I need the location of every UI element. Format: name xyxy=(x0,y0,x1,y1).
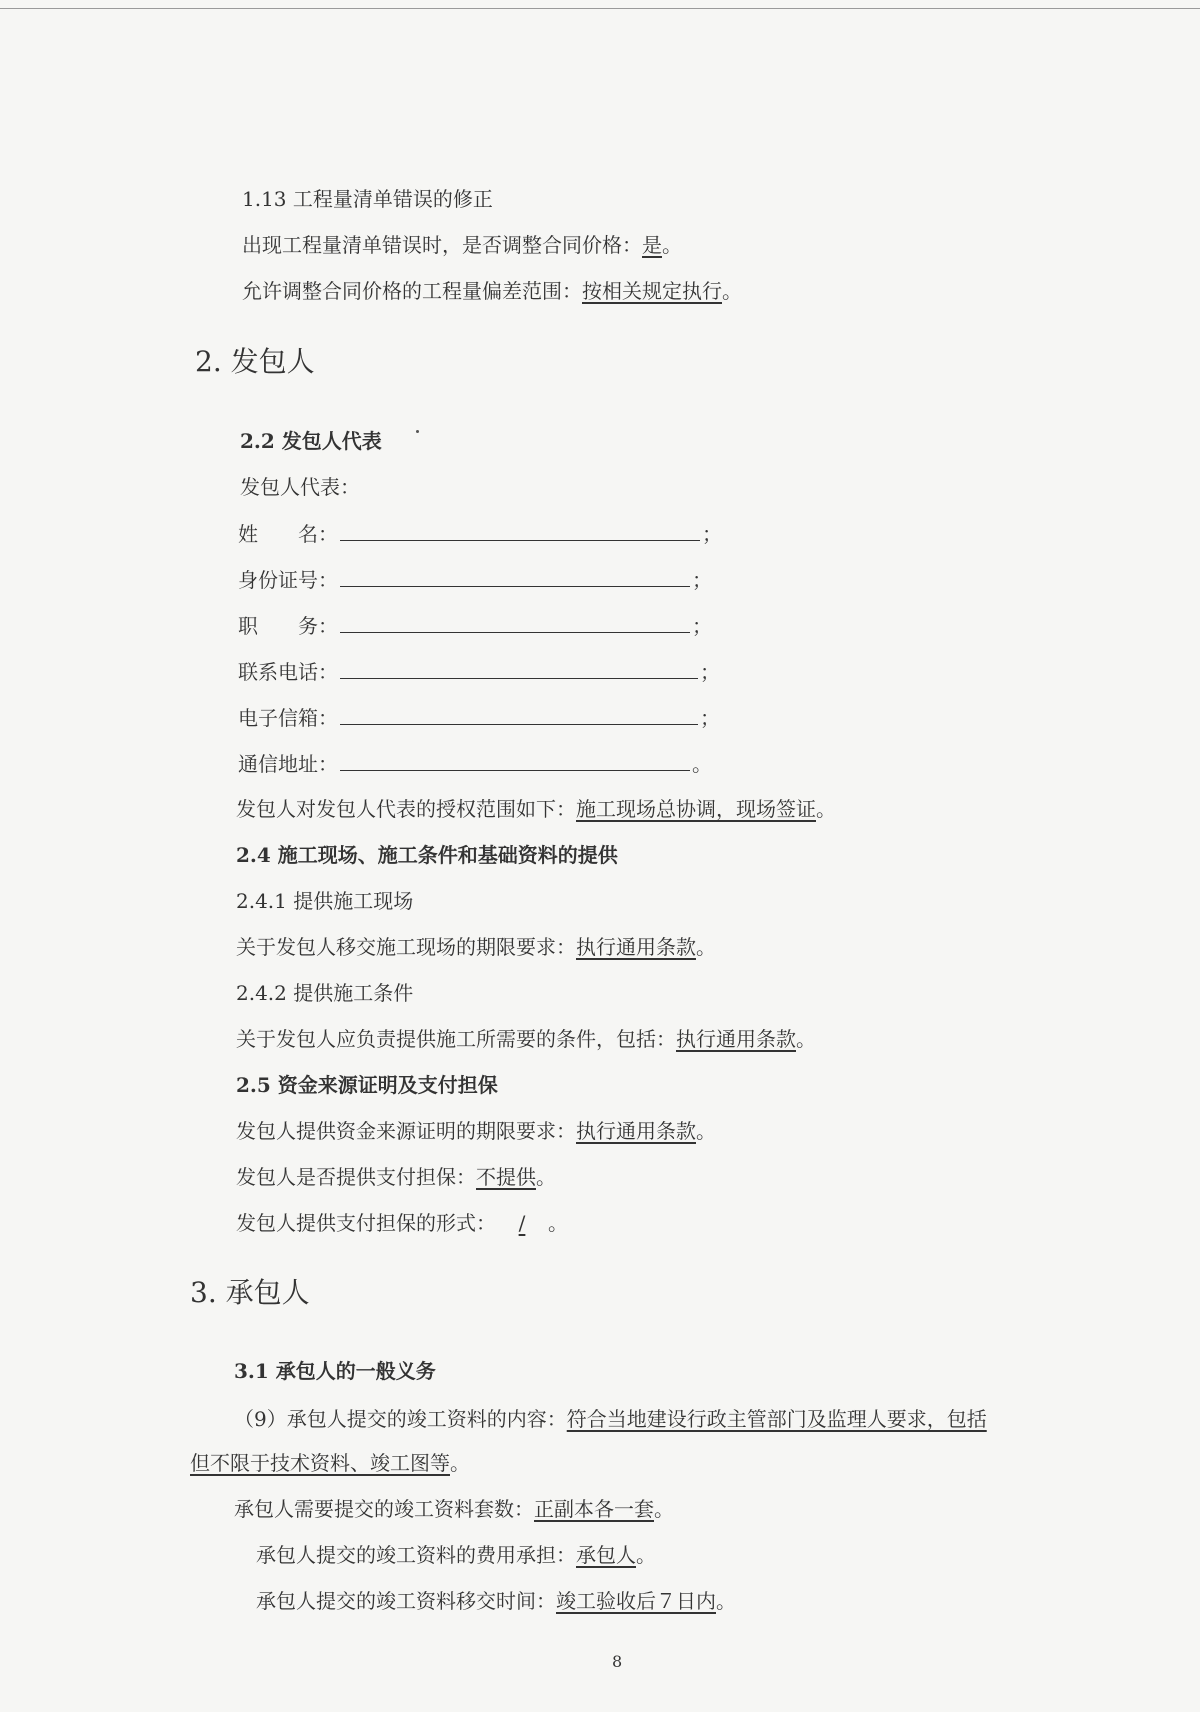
funds-q2-label: 发包人是否提供支付担保： xyxy=(236,1165,476,1189)
q2-label: 允许调整合同价格的工程量偏差范围： xyxy=(242,279,582,303)
field-end: ； xyxy=(692,614,712,638)
rep-field-address xyxy=(238,750,712,777)
time-label: 承包人提交的竣工资料移交时间： xyxy=(256,1589,556,1613)
paragraph-3-1-item9-cont: 但不限于技术资料、竣工图等。 xyxy=(190,1451,470,1475)
paragraph-2-5-q3: 发包人提供支付担保的形式： / 。 xyxy=(236,1211,568,1235)
funds-q2-value: 不提供 xyxy=(476,1165,536,1189)
paragraph-3-1-sets: 承包人需要提交的竣工资料套数：正副本各一套。 xyxy=(234,1497,674,1521)
blank-line xyxy=(340,566,690,587)
paragraph-2-5-q1: 发包人提供资金来源证明的期限要求：执行通用条款。 xyxy=(236,1119,716,1143)
item9-value-line2: 但不限于技术资料、竣工图等 xyxy=(190,1451,450,1475)
rep-field-name xyxy=(238,520,722,547)
cost-value: 承包人 xyxy=(576,1543,636,1567)
field-label: 电子信箱： xyxy=(238,706,338,730)
field-end: ； xyxy=(700,706,720,730)
paragraph-1-13-q1: 出现工程量清单错误时，是否调整合同价格：是。 xyxy=(242,233,682,257)
paragraph-2-5-q2: 发包人是否提供支付担保：不提供。 xyxy=(236,1165,556,1189)
field-end: 。 xyxy=(692,752,712,776)
blank-line xyxy=(340,520,700,541)
section-2-5-title: 2.5 资金来源证明及支付担保 xyxy=(236,1073,498,1097)
scope-label: 发包人对发包人代表的授权范围如下： xyxy=(236,797,576,821)
field-label: 身份证号： xyxy=(238,568,338,592)
section-2-heading: 2. 发包人 xyxy=(195,345,315,378)
item9-label: （9）承包人提交的竣工资料的内容： xyxy=(234,1407,567,1431)
field-end: ； xyxy=(692,568,712,592)
s242-label: 关于发包人应负责提供施工所需要的条件，包括： xyxy=(236,1027,676,1051)
rep-field-id xyxy=(238,566,712,593)
rep-field-email xyxy=(238,704,720,731)
q1-value: 是 xyxy=(642,233,662,257)
scope-value: 施工现场总协调，现场签证 xyxy=(576,797,816,821)
blank-line xyxy=(340,612,690,633)
rep-field-phone xyxy=(238,658,720,685)
section-3-heading: 3. 承包人 xyxy=(190,1276,310,1309)
s241-value: 执行通用条款 xyxy=(576,935,696,959)
paragraph-3-1-cost: 承包人提交的竣工资料的费用承担：承包人。 xyxy=(256,1543,656,1567)
funds-q1-value: 执行通用条款 xyxy=(576,1119,696,1143)
rep-intro: 发包人代表： xyxy=(240,475,360,499)
item9-value-line1: 符合当地建设行政主管部门及监理人要求，包括 xyxy=(566,1407,987,1431)
section-3-1-title: 3.1 承包人的一般义务 xyxy=(234,1359,436,1383)
paragraph-1-13-q2: 允许调整合同价格的工程量偏差范围：按相关规定执行。 xyxy=(242,279,742,303)
blank-line xyxy=(340,750,690,771)
section-2-4-title: 2.4 施工现场、施工条件和基础资料的提供 xyxy=(236,843,618,867)
paragraph-2-4-1: 关于发包人移交施工现场的期限要求：执行通用条款。 xyxy=(236,935,716,959)
s242-value: 执行通用条款 xyxy=(676,1027,796,1051)
section-2-2-title: 2.2 发包人代表 xyxy=(240,429,382,453)
field-end: ； xyxy=(702,522,722,546)
rep-field-position xyxy=(238,612,712,639)
sets-value: 正副本各一套 xyxy=(534,1497,654,1521)
s241-label: 关于发包人移交施工现场的期限要求： xyxy=(236,935,576,959)
time-value: 竣工验收后７日内 xyxy=(556,1589,716,1613)
funds-q3-value: / xyxy=(518,1211,526,1235)
q2-value: 按相关规定执行 xyxy=(582,279,722,303)
blank-line xyxy=(340,658,698,679)
funds-q3-label: 发包人提供支付担保的形式： xyxy=(236,1211,496,1235)
cost-label: 承包人提交的竣工资料的费用承担： xyxy=(256,1543,576,1567)
field-label: 通信地址： xyxy=(238,752,338,776)
paragraph-3-1-item9 xyxy=(234,1406,987,1432)
field-end: ； xyxy=(700,660,720,684)
section-1-13-title: 1.13 工程量清单错误的修正 xyxy=(242,187,493,211)
sets-label: 承包人需要提交的竣工资料套数： xyxy=(234,1497,534,1521)
paragraph-2-4-2: 关于发包人应负责提供施工所需要的条件，包括：执行通用条款。 xyxy=(236,1027,816,1051)
paragraph-3-1-time: 承包人提交的竣工资料移交时间：竣工验收后７日内。 xyxy=(256,1589,736,1613)
q1-label: 出现工程量清单错误时，是否调整合同价格： xyxy=(242,233,642,257)
field-label: 姓 名： xyxy=(238,522,338,546)
rep-scope: 发包人对发包人代表的授权范围如下：施工现场总协调，现场签证。 xyxy=(236,797,836,821)
field-label: 联系电话： xyxy=(238,660,338,684)
field-label: 职 务： xyxy=(238,614,338,638)
blank-line xyxy=(340,704,698,725)
scan-speck xyxy=(416,430,419,433)
funds-q1-label: 发包人提供资金来源证明的期限要求： xyxy=(236,1119,576,1143)
section-2-4-1-title: 2.4.1 提供施工现场 xyxy=(236,889,414,913)
page-number: 8 xyxy=(612,1652,623,1671)
section-2-4-2-title: 2.4.2 提供施工条件 xyxy=(236,981,414,1005)
top-edge-rule xyxy=(0,8,1200,9)
